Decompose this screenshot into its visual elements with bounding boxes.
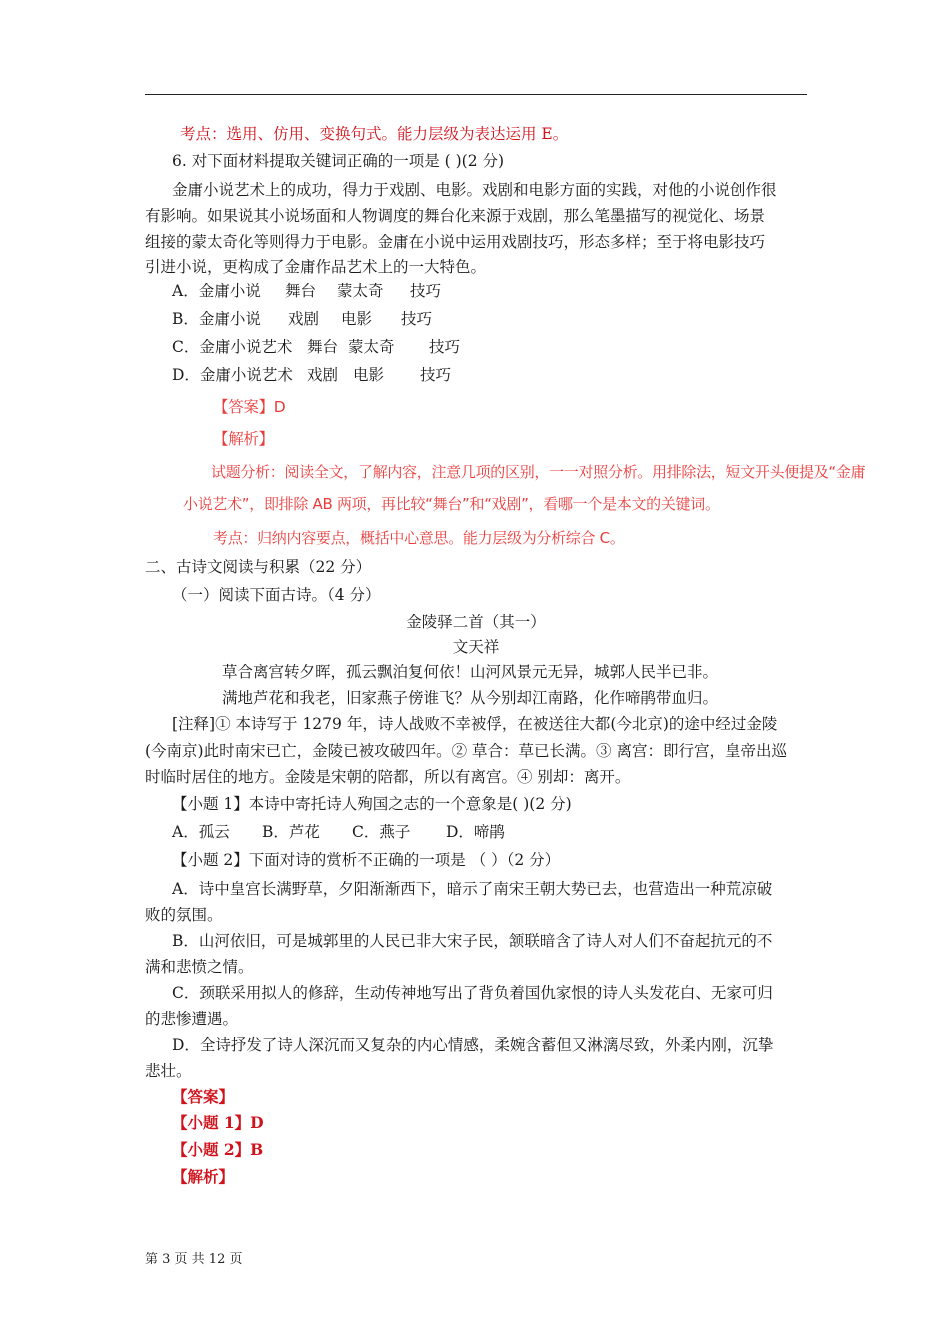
q6-option-b[interactable]: B．金庸小说 戏剧 电影 技巧 (172, 310, 433, 328)
sq2-option-d-cont: 悲壮。 (145, 1062, 192, 1080)
section2-answer-1: 【小题 1】D (172, 1113, 264, 1132)
section2-title: 二、古诗文阅读与积累（22 分） (145, 558, 372, 576)
subquestion-1-stem: 【小题 1】本诗中寄托诗人殉国之志的一个意象是( )(2 分) (172, 795, 572, 813)
q5-kaodian: 考点：选用、仿用、变换句式。能力层级为表达运用 E。 (180, 125, 569, 143)
sq1-option-a[interactable]: A．孤云 (172, 823, 230, 841)
page-footer: 第 3 页 共 12 页 (145, 1252, 243, 1267)
sq2-option-c-cont: 的悲惨遭遇。 (145, 1010, 239, 1028)
q6-option-a[interactable]: A．金庸小说 舞台 蒙太奇 技巧 (172, 282, 442, 300)
q6-passage-line: 金庸小说艺术上的成功，得力于戏剧、电影。戏剧和电影方面的实践，对他的小说创作很 (172, 181, 777, 199)
sq2-option-b[interactable]: B．山河依旧，可是城郭里的人民已非大宋子民，颔联暗含了诗人对人们不奋起抗元的不 (172, 932, 773, 950)
poem-notes-line: [注释]① 本诗写于 1279 年，诗人战败不幸被俘，在被送往大都(今北京)的途中经过金陵 (172, 715, 778, 733)
section2-answer-label: 【答案】 (172, 1087, 235, 1106)
section2-answer-2: 【小题 2】B (172, 1140, 264, 1159)
q6-option-d[interactable]: D．金庸小说艺术 戏剧 电影 技巧 (172, 366, 452, 384)
q6-kaodian: 考点：归纳内容要点，概括中心意思。能力层级为分析综合 C。 (213, 529, 625, 547)
q6-passage-line: 组接的蒙太奇化等则得力于电影。金庸在小说中运用戏剧技巧，形态多样；至于将电影技巧 (145, 233, 766, 251)
q6-passage-line: 引进小说，更构成了金庸作品艺术上的一大特色。 (145, 258, 487, 276)
sq2-option-d[interactable]: D．全诗抒发了诗人深沉而又复杂的内心情感，柔婉含蓄但又淋漓尽致，外柔内刚，沉挚 (172, 1036, 774, 1054)
sq2-option-a[interactable]: A．诗中皇宫长满野草，夕阳渐渐西下，暗示了南宋王朝大势已去，也营造出一种荒凉破 (172, 880, 773, 898)
q6-answer: 【答案】D (213, 398, 286, 416)
q6-passage-line: 有影响。如果说其小说场面和人物调度的舞台化来源于戏剧，那么笔墨描写的视觉化、场景 (145, 207, 766, 225)
sq1-option-b[interactable]: B．芦花 (262, 823, 320, 841)
subquestion-2-stem: 【小题 2】下面对诗的赏析不正确的一项是 （ ）（2 分） (172, 851, 561, 869)
poem-line: 草合离宫转夕晖，孤云飘泊复何依！山河风景元无异，城郭人民半已非。 (222, 663, 719, 681)
q6-jiexi-label: 【解析】 (213, 430, 274, 448)
poem-line: 满地芦花和我老，旧家燕子傍谁飞？从今别却江南路，化作啼鹃带血归。 (222, 689, 719, 707)
section2-jiexi-label: 【解析】 (172, 1167, 235, 1186)
q6-analysis-line: 小说艺术”，即排除 AB 两项，再比较“舞台”和“戏剧”，看哪一个是本文的关键词。 (183, 495, 720, 513)
poem-notes-line: 时临时居住的地方。金陵是宋朝的陪都，所以有离宫。④ 别却：离开。 (145, 768, 631, 786)
section2-sub1: （一）阅读下面古诗。（4 分） (172, 586, 381, 604)
sq2-option-c[interactable]: C．颈联采用拟人的修辞，生动传神地写出了背负着国仇家恨的诗人头发花白、无家可归 (172, 984, 773, 1002)
sq1-option-c[interactable]: C．燕子 (352, 823, 411, 841)
header-rule (145, 94, 807, 95)
q6-stem: 6. 对下面材料提取关键词正确的一项是 ( )(2 分) (172, 152, 505, 170)
sq2-option-a-cont: 败的氛围。 (145, 906, 223, 924)
q6-option-c[interactable]: C．金庸小说艺术 舞台 蒙太奇 技巧 (172, 338, 461, 356)
q6-analysis-line: 试题分析：阅读全文，了解内容，注意几项的区别，一一对照分析。用排除法，短文开头便提及“金庸 (211, 463, 866, 481)
poem-author: 文天祥 (452, 638, 500, 656)
poem-notes-line: (今南京)此时南宋已亡，金陵已被攻破四年。② 草合：草已长满。③ 离宫：即行宫，皇帝出巡 (145, 742, 787, 760)
poem-title: 金陵驿二首（其一） (406, 613, 546, 631)
subquestion-1-options (172, 822, 505, 842)
sq1-option-d[interactable]: D．啼鹃 (446, 823, 505, 841)
sq2-option-b-cont: 满和悲愤之情。 (145, 958, 254, 976)
